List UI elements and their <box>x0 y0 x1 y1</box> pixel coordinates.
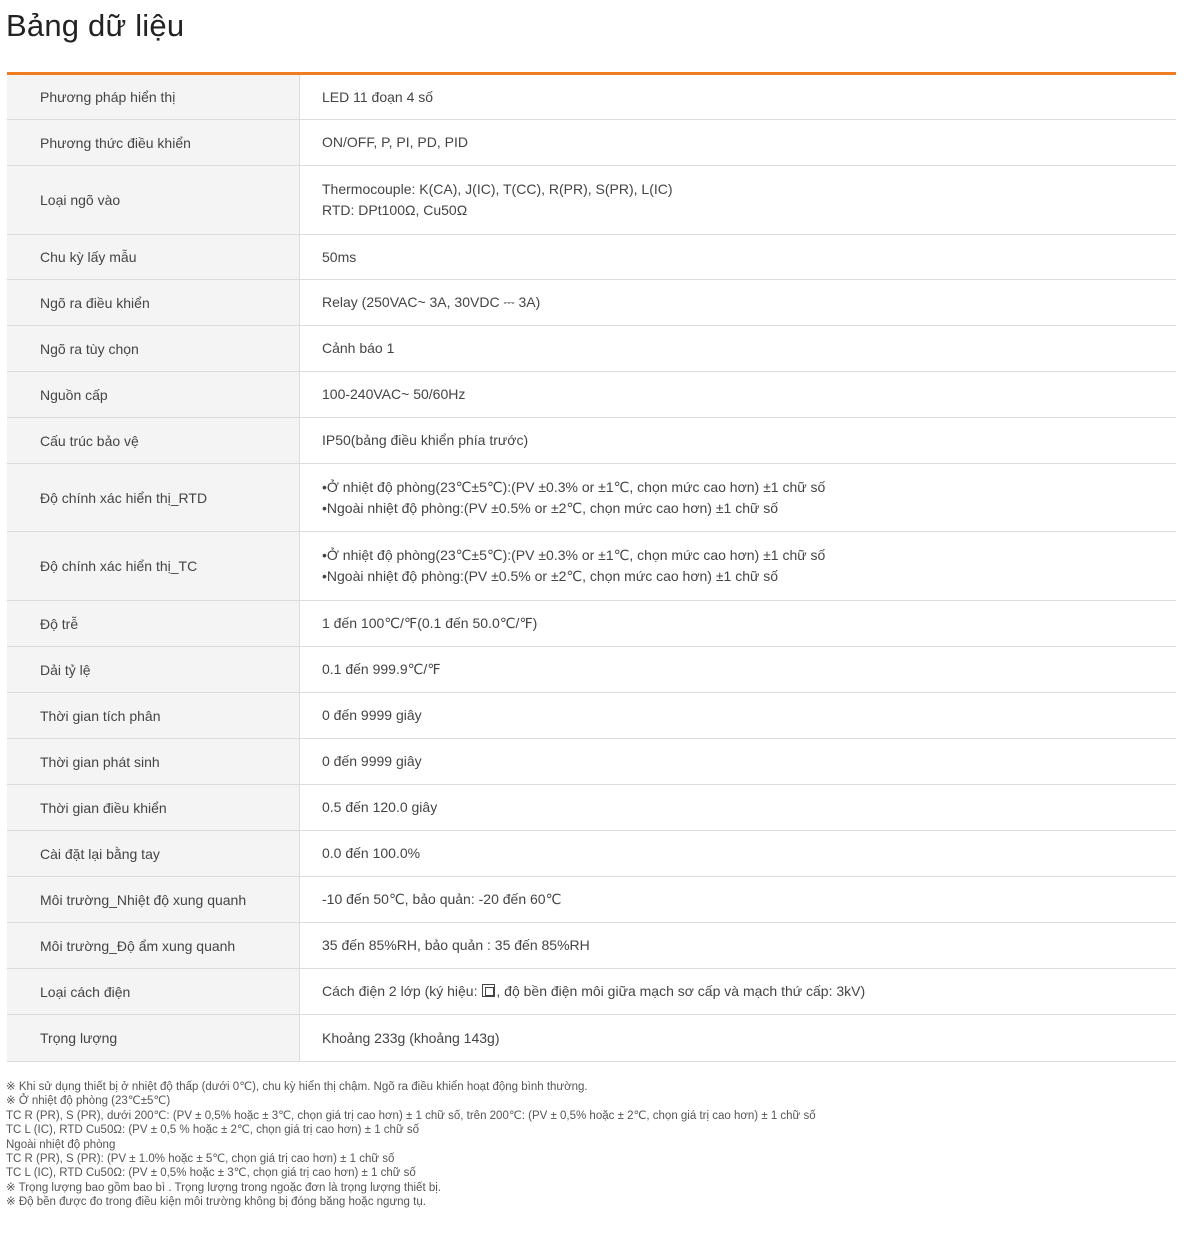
table-row <box>7 969 1176 1015</box>
spec-value: 0.5 đến 120.0 giây <box>322 799 438 815</box>
spec-value: 0 đến 9999 giây <box>322 707 422 723</box>
spec-label: Phương pháp hiển thị <box>7 75 300 119</box>
spec-label: Thời gian tích phân <box>7 693 300 738</box>
spec-value: ON/OFF, P, PI, PD, PID <box>322 134 468 150</box>
spec-label: Môi trường_Độ ẩm xung quanh <box>7 923 300 968</box>
table-row <box>7 785 1176 831</box>
spec-label: Thời gian phát sinh <box>7 739 300 784</box>
spec-value: IP50(bảng điều khiển phía trước) <box>322 432 529 448</box>
table-row <box>7 280 1176 326</box>
table-row <box>7 877 1176 923</box>
spec-label: Cài đặt lại bằng tay <box>7 831 300 876</box>
spec-label: Loại cách điện <box>7 969 300 1014</box>
table-row <box>7 739 1176 785</box>
footnote: Ngoài nhiệt độ phòng <box>6 1138 116 1151</box>
table-row <box>7 166 1176 235</box>
spec-label: Trọng lượng <box>7 1015 300 1061</box>
footnote: TC L (IC), RTD Cu50Ω: (PV ± 0,5 % hoặc ± 2℃, chọn giá trị cao hơn) ± 1 chữ số <box>6 1124 419 1137</box>
page-title: Bảng dữ liệu <box>6 8 185 43</box>
spec-label: Cấu trúc bảo vệ <box>7 418 300 463</box>
spec-value: Cảnh báo 1 <box>322 340 395 356</box>
footnote: ※ Độ bền được đo trong điều kiện môi trường không bị đóng băng hoặc ngưng tụ. <box>6 1196 426 1209</box>
spec-value: Cách điện 2 lớp (ký hiệu: , độ bền điện môi giữa mạch sơ cấp và mạch thứ cấp: 3kV) <box>322 983 866 999</box>
spec-value: 35 đến 85%RH, bảo quản : 35 đến 85%RH <box>322 937 590 953</box>
spec-label: Loại ngõ vào <box>7 166 300 234</box>
table-row <box>7 532 1176 601</box>
spec-label: Độ chính xác hiển thị_TC <box>7 532 300 600</box>
spec-value: •Ở nhiệt độ phòng(23℃±5℃):(PV ±0.3% or ±1℃, chọn mức cao hơn) ±1 chữ số •Ngoài nhiệt độ phòng:(PV ±0.5% or ±2℃, chọn mức cao hơn) ±1 chữ số <box>322 478 826 516</box>
table-row <box>7 75 1176 120</box>
spec-value: LED 11 đoạn 4 số <box>322 88 434 105</box>
spec-label: Thời gian điều khiển <box>7 785 300 830</box>
table-row <box>7 464 1176 532</box>
table-row <box>7 647 1176 693</box>
spec-label: Ngõ ra tùy chọn <box>7 326 300 371</box>
double-insulation-icon <box>482 984 495 997</box>
spec-label: Chu kỳ lấy mẫu <box>7 235 300 279</box>
table-row <box>7 372 1176 418</box>
footnote: ※ Khi sử dụng thiết bị ở nhiệt độ thấp (dưới 0℃), chu kỳ hiển thị chậm. Ngõ ra điều khiển hoạt động bình thường. <box>6 1081 588 1093</box>
spec-label: Nguồn cấp <box>7 372 300 417</box>
table-row <box>7 831 1176 877</box>
footnote: TC L (IC), RTD Cu50Ω: (PV ± 0,5% hoặc ± 3℃, chọn giá trị cao hơn) ± 1 chữ số <box>6 1167 416 1180</box>
spec-value: Thermocouple: K(CA), J(IC), T(CC), R(PR), S(PR), L(IC) RTD: DPt100Ω, Cu50Ω <box>322 181 673 218</box>
table-row <box>7 418 1176 464</box>
spec-value: •Ở nhiệt độ phòng(23℃±5℃):(PV ±0.3% or ±1℃, chọn mức cao hơn) ±1 chữ số •Ngoài nhiệt độ phòng:(PV ±0.5% or ±2℃, chọn mức cao hơn) ±1 chữ số <box>322 547 826 584</box>
spec-value: -10 đến 50℃, bảo quản: -20 đến 60℃ <box>322 891 562 907</box>
spec-value: 100-240VAC~ 50/60Hz <box>322 386 466 402</box>
spec-label: Ngõ ra điều khiển <box>7 280 300 325</box>
table-row <box>7 1015 1176 1062</box>
spec-label: Dải tỷ lệ <box>7 647 300 692</box>
table-row <box>7 326 1176 372</box>
spec-label: Phương thức điều khiển <box>7 120 300 165</box>
spec-value: 50ms <box>322 248 357 265</box>
footnote: ※ Ở nhiệt độ phòng (23℃±5℃) <box>6 1095 171 1108</box>
spec-label: Môi trường_Nhiệt độ xung quanh <box>7 877 300 922</box>
table-row <box>7 235 1176 280</box>
footnotes <box>6 1080 1176 1210</box>
table-row <box>7 120 1176 166</box>
table-row <box>7 693 1176 739</box>
footnote: ※ Trọng lượng bao gồm bao bì . Trọng lượng trong ngoặc đơn là trọng lượng thiết bị. <box>6 1181 441 1194</box>
spec-table <box>7 72 1176 1062</box>
spec-value: 0.1 đến 999.9℃/℉ <box>322 661 441 677</box>
table-row <box>7 923 1176 969</box>
table-row <box>7 601 1176 647</box>
spec-value: Relay (250VAC~ 3A, 30VDC ⎓ 3A) <box>322 294 541 310</box>
spec-label: Độ trễ <box>7 601 300 646</box>
spec-value: 0 đến 9999 giây <box>322 753 422 769</box>
spec-value: 1 đến 100℃/℉(0.1 đến 50.0℃/℉) <box>322 615 538 631</box>
footnote: TC R (PR), S (PR), dưới 200℃: (PV ± 0,5% hoặc ± 3℃, chọn giá trị cao hơn) ± 1 chữ số, trên 200℃: (PV ± 0,5% hoặc ± 2℃, chọn giá trị cao hơn) ± 1 chữ số <box>6 1109 816 1122</box>
spec-value: Khoảng 233g (khoảng 143g) <box>322 1029 500 1046</box>
footnote: TC R (PR), S (PR): (PV ± 1.0% hoặc ± 5℃, chọn giá trị cao hơn) ± 1 chữ số <box>6 1153 395 1166</box>
spec-label: Độ chính xác hiển thị_RTD <box>7 464 300 531</box>
spec-value: 0.0 đến 100.0% <box>322 845 421 861</box>
